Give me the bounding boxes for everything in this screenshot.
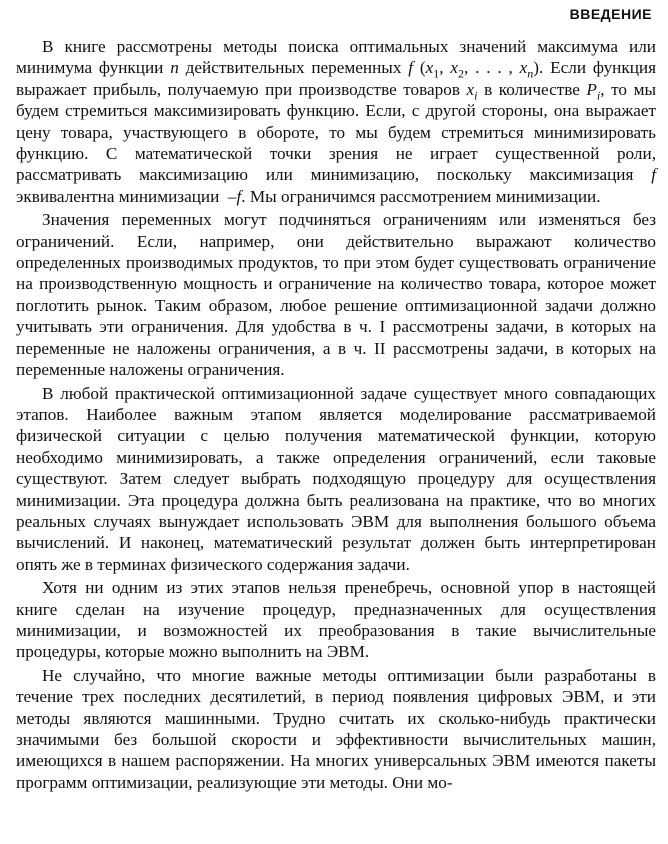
math-symbol: x <box>425 58 434 78</box>
math-subscript: i <box>596 88 601 103</box>
text-run: действительных переменных <box>178 58 409 78</box>
paragraph <box>16 577 656 663</box>
text-run: Не случайно, что многие важные методы оптимизации были разработаны в течение трех последних десятилетий, в период появления цифровых ЭВМ, и эти методы являются машинными. Трудно считать их сколько-нибудь практически значимыми без большой скорости и эффективности вычислительных машин, имеющихся в нашем распоряжении. На многих универсальных ЭВМ имеются пакеты программ оптимизации, реализующие эти методы. Они мо- <box>16 665 656 792</box>
math-symbol: P <box>586 79 597 99</box>
math-symbol: x <box>450 58 459 78</box>
text-run: В книге рассмотрены методы поиска оптимальных значений максимума или минимума функции <box>16 37 656 78</box>
math-symbol: x <box>519 58 528 78</box>
text-run: Значения переменных могут подчиняться ограничениям или изменяться без ограничений. Если, например, они действительно выражают количество определенных производимых продуктов, то при этом будет существовать ограничение на производственную мощность и ограничение на количество товара, которое может поглотить рынок. Таким образом, любое решение оптимизационной задачи должно учитывать эти ограничения. Для удобства в ч. I рассмотрены задачи, в которых на переменные не наложены ограничения, а в ч. II рассмотрены задачи, в которых на переменные наложены ограничения. <box>16 210 656 380</box>
paragraph <box>16 665 656 793</box>
text-run: , то мы будем стремиться максимизировать функцию. Если, с другой стороны, она выражает цену товара, участвующего в обороте, то мы будем стремиться минимизировать функцию. С математической точки зрения не играет существенной роли, рассматривать максимизацию или минимизацию, поскольку максимизация <box>16 79 656 185</box>
text-run: В любой практической оптимизационной задаче существует много совпадающих этапов. Наиболее важным этапом является моделирование рассматриваемой физической ситуации с целью получения математической функции, которую необходимо минимизировать, а также определения ограничений, если таковые существуют. Затем следует выбрать подходящую процедуру для осуществления минимизации. Эта процедура должна быть реализована на практике, что во многих реальных случаях вынуждает использовать ЭВМ для выполнения большого объема вычислений. И наконец, математический результат должен быть интерпретирован опять же в терминах физического содержания задачи. <box>16 383 656 574</box>
math-symbol: f <box>408 58 414 78</box>
text-run: ( <box>413 58 426 78</box>
math-symbol: f <box>651 165 656 185</box>
text-run: в количестве <box>477 79 587 99</box>
text-run: , <box>439 58 451 78</box>
paragraph <box>16 209 656 380</box>
text-run: , . . . , <box>464 58 520 78</box>
text-run: ). Если функция выражает прибыль, получаемую при производстве товаров <box>16 58 657 99</box>
text-run: . Мы ограничимся рассмотрением минимизации. <box>241 186 601 206</box>
paragraph <box>16 383 656 576</box>
body-text <box>16 36 656 793</box>
math-symbol: x <box>466 79 475 99</box>
text-run: эквивалентна минимизации – <box>16 186 237 206</box>
math-symbol: f <box>236 186 242 206</box>
paragraph <box>16 36 656 207</box>
math-subscript: 1 <box>433 66 440 81</box>
math-subscript: i <box>474 88 478 103</box>
text-run: Хотя ни одним из этих этапов нельзя пренебречь, основной упор в настоящей книге сделан на изучение процедур, предназначенных для осуществления минимизации, и возможностей их преобразования в такие вычислительные процедуры, которые можно выполнить на ЭВМ. <box>16 578 656 662</box>
running-header: ВВЕДЕНИЕ <box>569 6 652 22</box>
math-symbol: n <box>170 58 179 78</box>
math-subscript: n <box>527 66 534 81</box>
math-subscript: 2 <box>458 66 465 81</box>
